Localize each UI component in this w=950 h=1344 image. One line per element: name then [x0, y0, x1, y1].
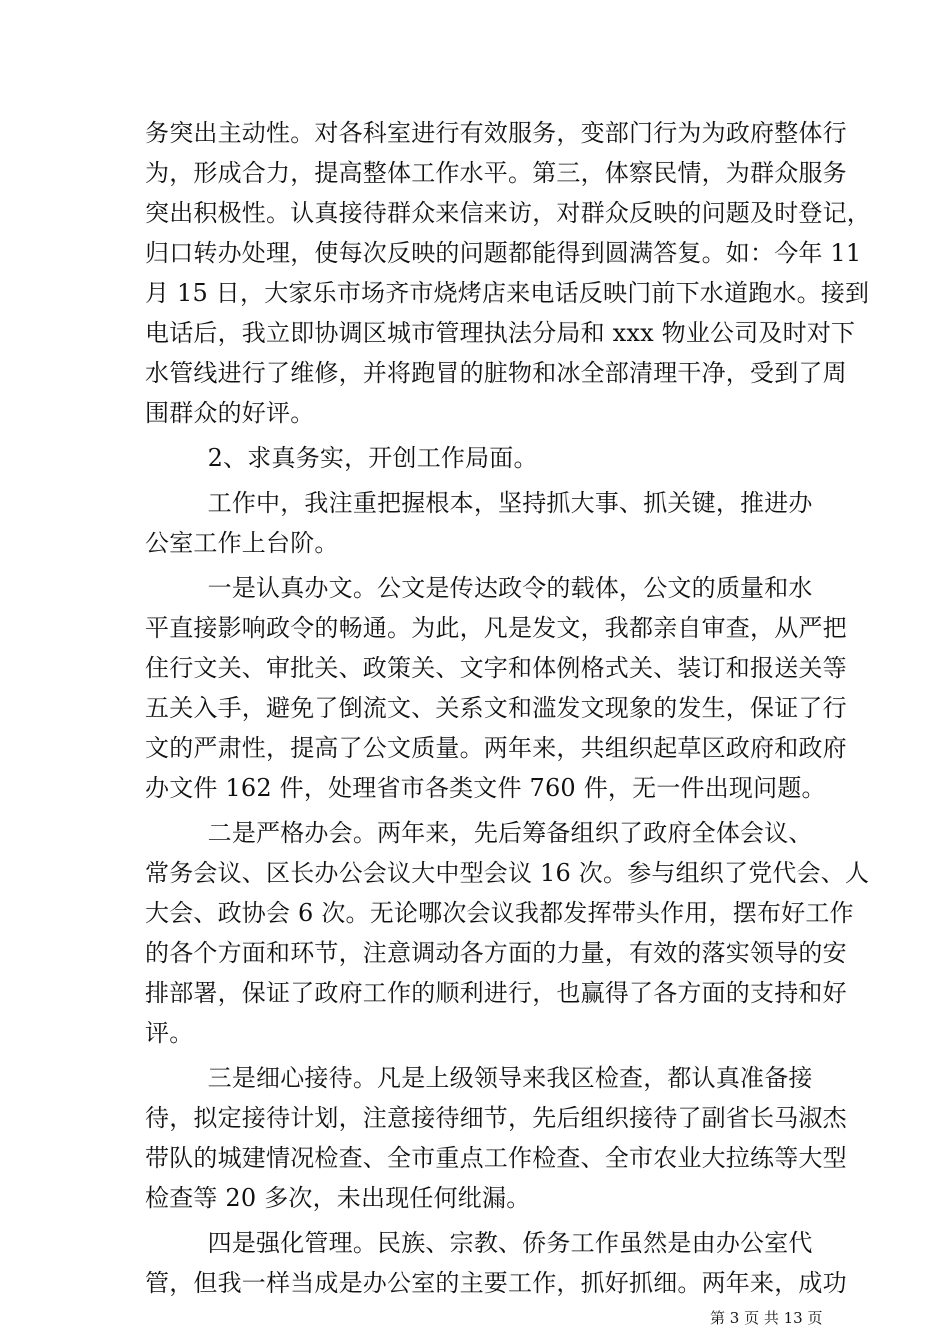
text-line: 大会、政协会 6 次。无论哪次会议我都发挥带头作用，摆布好工作 — [145, 899, 854, 927]
text-line: 文的严肃性，提高了公文质量。两年来，共组织起草区政府和政府 — [145, 734, 847, 762]
text-line: 评。 — [145, 1019, 194, 1047]
text-line: 常务会议、区长办公会议大中型会议 16 次。参与组织了党代会、人 — [145, 859, 870, 887]
text-line: 公室工作上台阶。 — [145, 529, 339, 557]
text-line: 电话后，我立即协调区城市管理执法分局和 xxx 物业公司及时对下 — [145, 319, 856, 347]
text-line: 管，但我一样当成是办公室的主要工作，抓好抓细。两年来，成功 — [145, 1269, 847, 1297]
text-line: 住行文关、审批关、政策关、文字和体例格式关、装订和报送关等 — [145, 654, 847, 682]
text-line: 带队的城建情况检查、全市重点工作检查、全市农业大拉练等大型 — [145, 1144, 847, 1172]
text-line: 三是细心接待。凡是上级领导来我区检查，都认真准备接 — [145, 1064, 813, 1092]
text-line: 排部署，保证了政府工作的顺利进行，也赢得了各方面的支持和好 — [145, 979, 847, 1007]
text-line: 务突出主动性。对各科室进行有效服务，变部门行为为政府整体行 — [145, 119, 847, 147]
text-line: 办文件 162 件，处理省市各类文件 760 件，无一件出现问题。 — [145, 774, 826, 802]
text-line: 二是严格办会。两年来，先后筹备组织了政府全体会议、 — [145, 819, 813, 847]
text-line: 待，拟定接待计划，注意接待细节，先后组织接待了副省长马淑杰 — [145, 1104, 847, 1132]
text-line: 水管线进行了维修，并将跑冒的脏物和冰全部清理干净，受到了周 — [145, 359, 847, 387]
text-line: 四是强化管理。民族、宗教、侨务工作虽然是由办公室代 — [145, 1229, 813, 1257]
text-line: 五关入手，避免了倒流文、关系文和滥发文现象的发生，保证了行 — [145, 694, 847, 722]
text-line: 一是认真办文。公文是传达政令的载体，公文的质量和水 — [145, 574, 813, 602]
text-line: 归口转办处理，使每次反映的问题都能得到圆满答复。如：今年 11 — [145, 239, 862, 267]
page-number-footer: 第 3 页 共 13 页 — [710, 1309, 823, 1327]
text-line: 月 15 日，大家乐市场齐市烧烤店来电话反映门前下水道跑水。接到 — [145, 279, 870, 307]
text-line: 检查等 20 多次，未出现任何纰漏。 — [145, 1184, 531, 1212]
text-line: 突出积极性。认真接待群众来信来访，对群众反映的问题及时登记， — [145, 199, 871, 227]
text-line: 为，形成合力，提高整体工作水平。第三，体察民情，为群众服务 — [145, 159, 847, 187]
text-line: 的各个方面和环节，注意调动各方面的力量，有效的落实领导的安 — [145, 939, 847, 967]
text-line: 平直接影响政令的畅通。为此，凡是发文，我都亲自审查，从严把 — [145, 614, 847, 642]
text-line: 围群众的好评。 — [145, 399, 315, 427]
section-heading: 2、求真务实，开创工作局面。 — [145, 444, 538, 472]
text-line: 工作中，我注重把握根本，坚持抓大事、抓关键，推进办 — [145, 489, 813, 517]
